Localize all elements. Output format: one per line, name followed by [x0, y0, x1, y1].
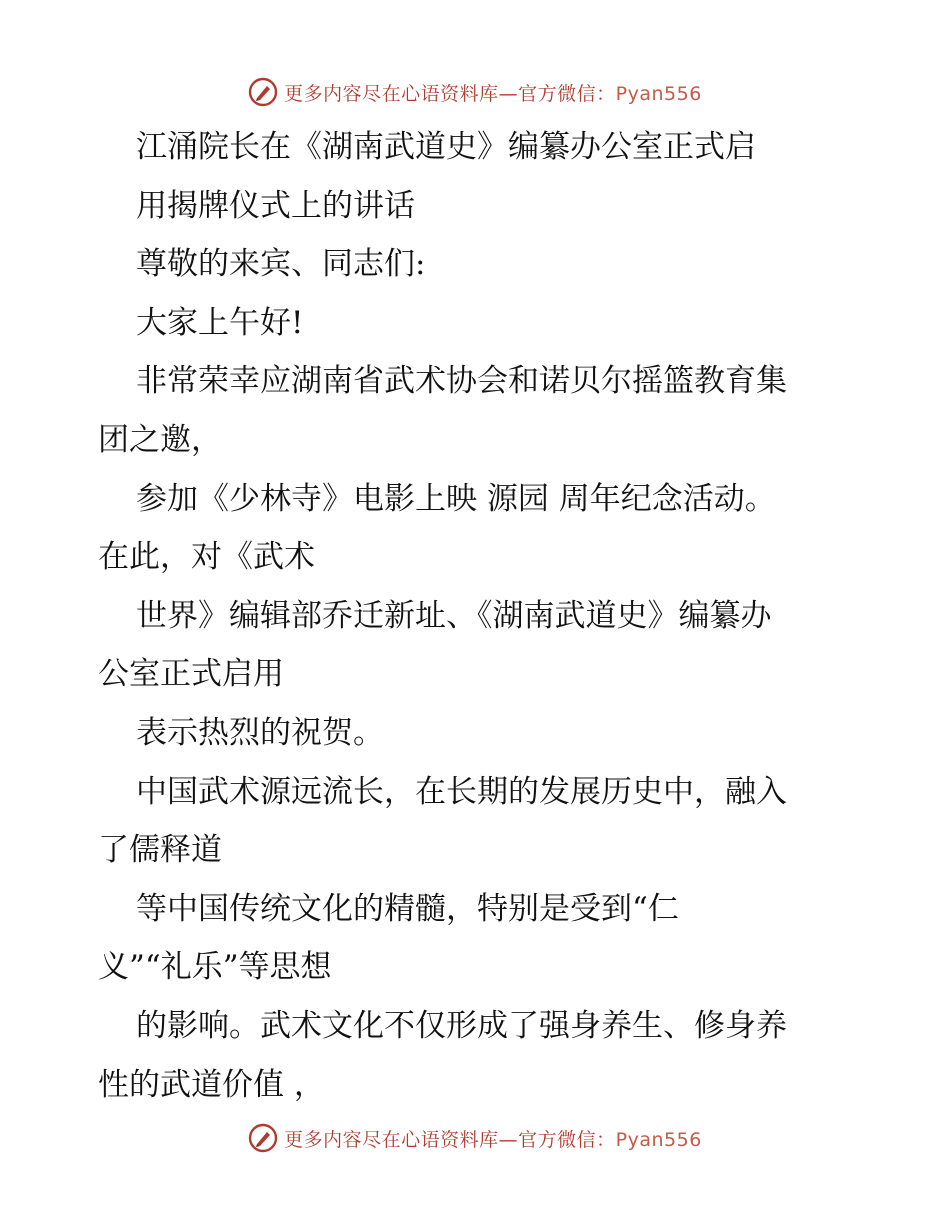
text-line: 团之邀， [98, 421, 222, 458]
text-line: 非常荣幸应湖南省武术协会和诺贝尔摇篮教育集 [136, 363, 787, 400]
text-line: 义”“礼乐”等思想 [98, 949, 332, 986]
text-line: 世界》编辑部乔迁新址、《湖南武道史》编纂办 [136, 597, 772, 634]
text-line: 等中国传统文化的精髓，特别是受到“仁 [136, 890, 679, 927]
pen-logo-icon [248, 1123, 278, 1153]
watermark-wechat-id: Pyan556 [615, 82, 702, 105]
pen-logo-icon [248, 77, 278, 107]
text-line: 表示热烈的祝贺。 [136, 714, 384, 751]
text-line: 江涌院长在《湖南武道史》编纂办公室正式启 [136, 129, 756, 165]
text-line: 用揭牌仪式上的讲话 [136, 187, 415, 224]
text-line: 了儒释道 [98, 832, 222, 869]
text-line: 性的武道价值 ， [98, 1066, 325, 1103]
header-watermark [0, 72, 950, 112]
text-line: 中国武术源远流长，在长期的发展历史中，融入 [136, 773, 787, 810]
text-line: 公室正式启用 [98, 656, 284, 693]
text-line: 参加《少林寺》电影上映 源园 周年纪念活动。 [136, 480, 776, 517]
watermark-text: 更多内容尽在心语资料库—官方微信：Pyan556 [284, 1128, 702, 1151]
text-line: 的影响。武术文化不仅形成了强身养生、修身养 [136, 1007, 787, 1044]
document-body [98, 118, 858, 1114]
footer-watermark [0, 1118, 950, 1158]
text-line: 在此，对《武术 [98, 539, 315, 576]
watermark-wechat-id: Pyan556 [615, 1128, 702, 1151]
watermark-text: 更多内容尽在心语资料库—官方微信：Pyan556 [284, 82, 702, 105]
text-line: 尊敬的来宾、同志们: [136, 246, 426, 283]
text-line: 大家上午好! [136, 304, 304, 341]
